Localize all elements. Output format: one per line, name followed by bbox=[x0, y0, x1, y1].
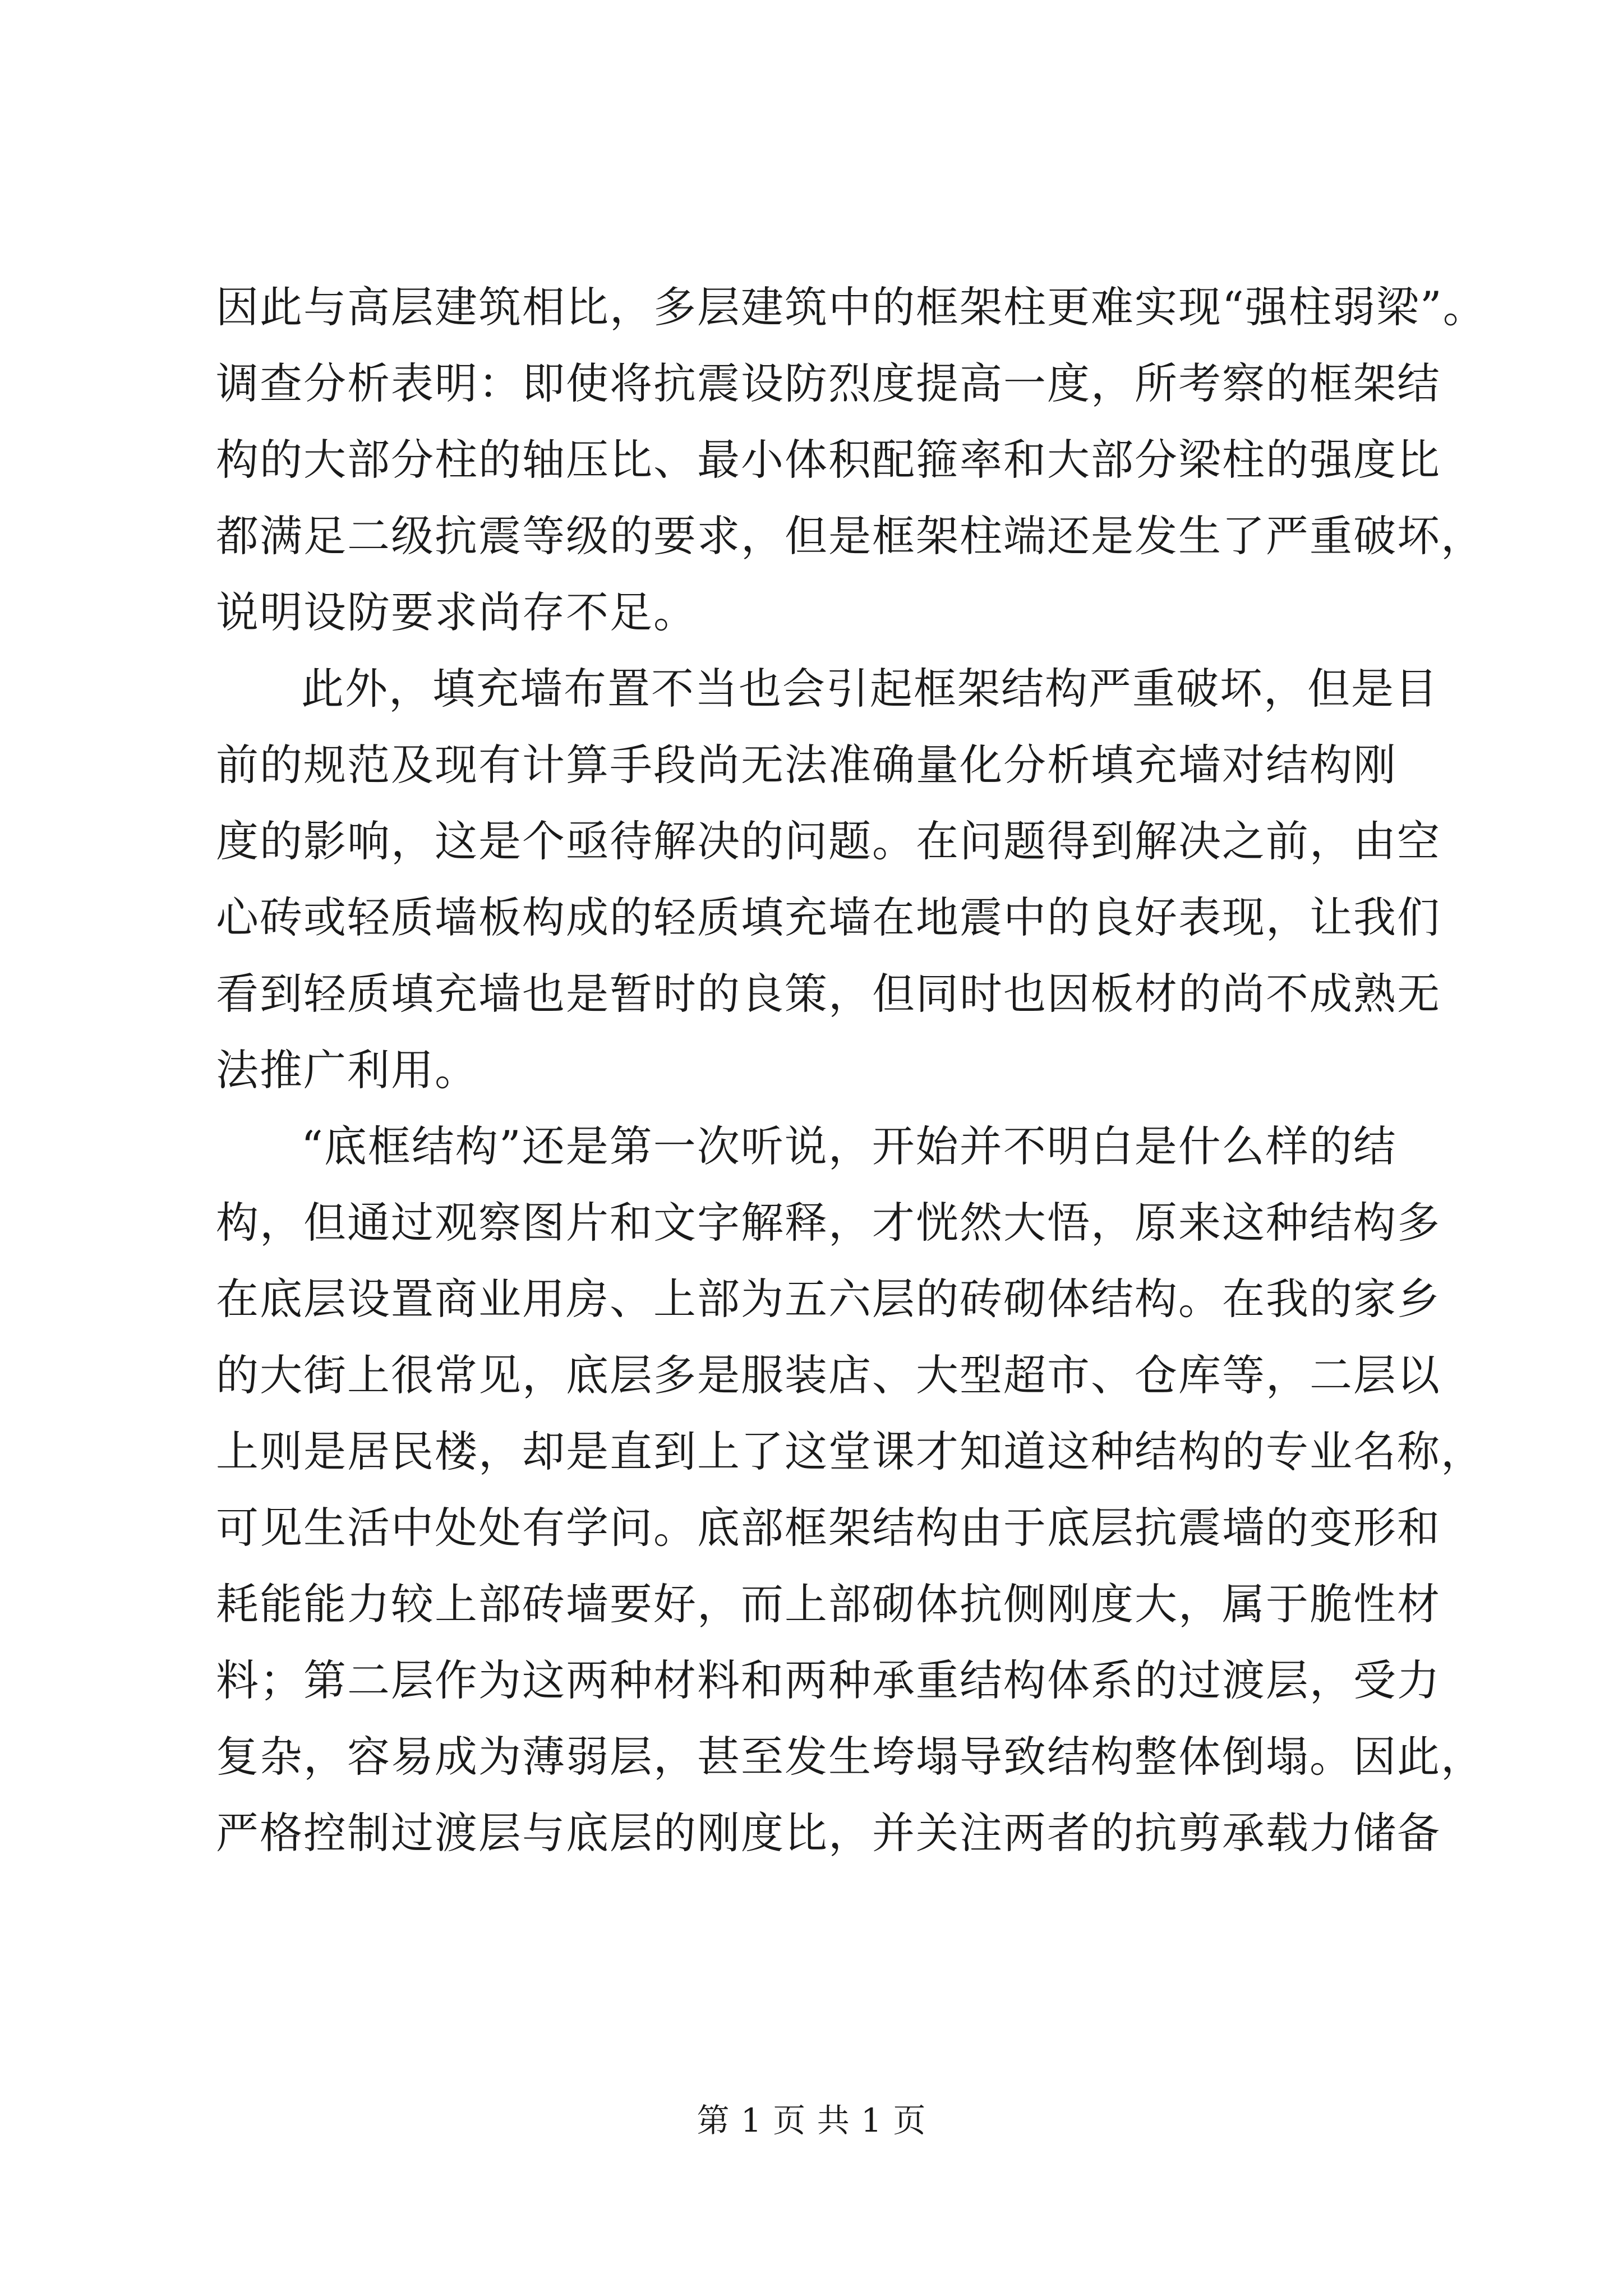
text-line: 上则是居民楼，却是直到上了这堂课才知道这种结构的专业名称， bbox=[216, 1427, 1484, 1476]
body-text bbox=[216, 269, 1487, 1871]
text-line: 前的规范及现有计算手段尚无法准确量化分析填充墙对结构刚 bbox=[216, 740, 1397, 790]
text-line: 因此与高层建筑相比，多层建筑中的框架柱更难实现“强柱弱梁”。 bbox=[216, 282, 1487, 332]
text-line: 说明设防要求尚存不足。 bbox=[216, 587, 697, 637]
page-number-label: 第 1 页 共 1 页 bbox=[697, 2101, 926, 2139]
text-line: 度的影响，这是个亟待解决的问题。在问题得到解决之前，由空 bbox=[216, 816, 1441, 866]
text-line: 严格控制过渡层与底层的刚度比，并关注两者的抗剪承载力储备 bbox=[216, 1808, 1441, 1858]
text-line: 构，但通过观察图片和文字解释，才恍然大悟，原来这种结构多 bbox=[216, 1198, 1441, 1248]
text-line: 看到轻质填充墙也是暂时的良策，但同时也因板材的尚不成熟无 bbox=[216, 969, 1441, 1019]
text-line: 料；第二层作为这两种材料和两种承重结构体系的过渡层，受力 bbox=[216, 1655, 1441, 1705]
text-line: 在底层设置商业用房、上部为五六层的砖砌体结构。在我的家乡 bbox=[216, 1274, 1441, 1324]
text-line: 调查分析表明：即使将抗震设防烈度提高一度，所考察的框架结 bbox=[216, 358, 1441, 408]
text-line: 复杂，容易成为薄弱层，甚至发生垮塌导致结构整体倒塌。因此， bbox=[216, 1732, 1484, 1782]
text-line: 心砖或轻质墙板构成的轻质填充墙在地震中的良好表现，让我们 bbox=[216, 892, 1441, 942]
text-line: 法推广利用。 bbox=[216, 1045, 478, 1095]
text-line: “底框结构”还是第一次听说，开始并不明白是什么样的结 bbox=[301, 1121, 1397, 1171]
text-line: 都满足二级抗震等级的要求，但是框架柱端还是发生了严重破坏， bbox=[216, 511, 1484, 561]
text-line: 此外，填充墙布置不当也会引起框架结构严重破坏，但是目 bbox=[301, 664, 1438, 714]
text-line: 耗能能力较上部砖墙要好，而上部砌体抗侧刚度大，属于脆性材 bbox=[216, 1579, 1441, 1629]
text-line: 可见生活中处处有学问。底部框架结构由于底层抗震墙的变形和 bbox=[216, 1503, 1441, 1553]
page-footer bbox=[0, 2098, 1623, 2143]
paragraph-2 bbox=[216, 651, 1441, 1108]
paragraph-3 bbox=[216, 1108, 1484, 1871]
text-line: 的大街上很常见，底层多是服装店、大型超市、仓库等，二层以 bbox=[216, 1350, 1441, 1400]
text-line: 构的大部分柱的轴压比、最小体积配箍率和大部分梁柱的强度比 bbox=[216, 435, 1441, 485]
paragraph-1 bbox=[216, 269, 1487, 651]
